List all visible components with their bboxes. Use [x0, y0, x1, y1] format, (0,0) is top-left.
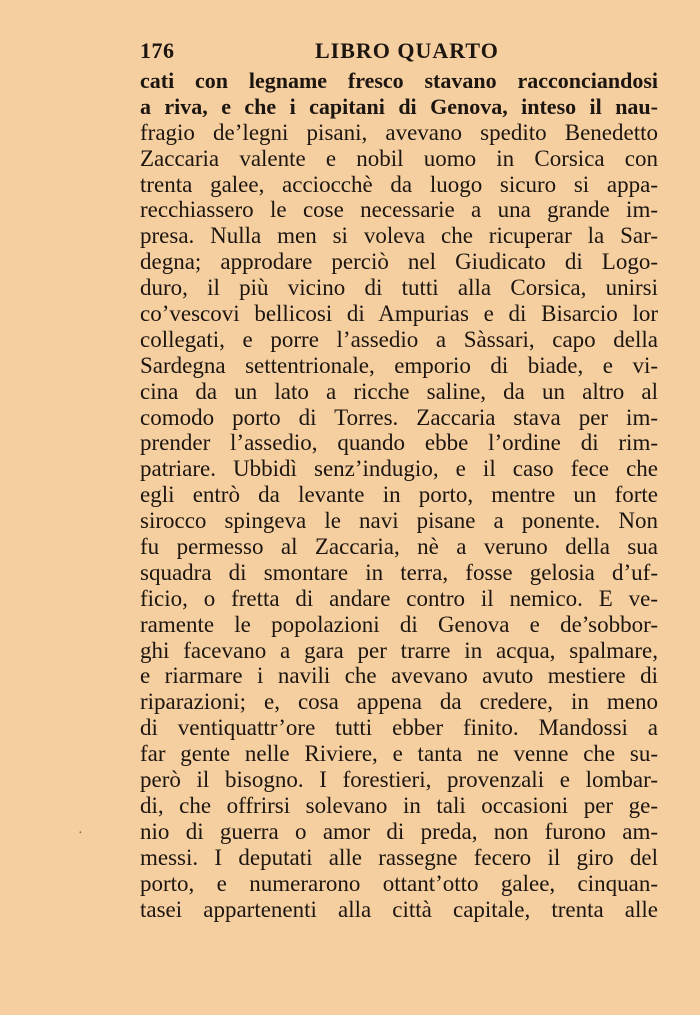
text-line: fragio de’legni pisani, avevano spedito Benedetto: [140, 119, 658, 145]
text-line: cina da un lato a ricche saline, da un altro al: [140, 378, 658, 404]
text-line: Sardegna settentrionale, emporio di biade, e vi-: [140, 352, 658, 378]
text-line: sirocco spingeva le navi pisane a ponente. Non: [140, 508, 658, 534]
text-line: co’vescovi bellicosi di Ampurias e di Bisarcio lor: [140, 301, 658, 327]
text-line: presa. Nulla men si voleva che ricuperar la Sar-: [140, 223, 658, 249]
text-line: di, che offrirsi solevano in tali occasioni per ge-: [140, 792, 658, 818]
text-line: collegati, e porre l’assedio a Sàssari, capo della: [140, 326, 658, 352]
margin-mark: ·: [78, 826, 83, 841]
text-line: prender l’assedio, quando ebbe l’ordine di rim-: [140, 430, 658, 456]
text-line: egli entrò da levante in porto, mentre un forte: [140, 482, 658, 508]
body-text: [140, 68, 658, 922]
text-line: però il bisogno. I forestieri, provenzali e lombar-: [140, 767, 658, 793]
text-line: e riarmare i navili che avevano avuto mestiere di: [140, 663, 658, 689]
text-line: a riva, e che i capitani di Genova, inteso il nau-: [140, 93, 658, 119]
text-line: tasei appartenenti alla città capitale, trenta alle: [140, 896, 658, 922]
page-number: 176: [140, 38, 175, 63]
text-line: duro, il più vicino di tutti alla Corsica, unirsi: [140, 275, 658, 301]
text-line: comodo porto di Torres. Zaccaria stava per im-: [140, 404, 658, 430]
text-line: di ventiquattr’ore tutti ebber finito. Mandossi a: [140, 715, 658, 741]
running-head: LIBRO QUARTO: [315, 38, 499, 63]
text-line: porto, e numerarono ottant’otto galee, cinquan-: [140, 870, 658, 896]
text-line: trenta galee, acciocchè da luogo sicuro si appa-: [140, 171, 658, 197]
text-line: ghi facevano a gara per trarre in acqua, spalmare,: [140, 637, 658, 663]
text-line: ficio, o fretta di andare contro il nemico. E ve-: [140, 585, 658, 611]
text-line: fu permesso al Zaccaria, nè a veruno della sua: [140, 534, 658, 560]
text-line: far gente nelle Riviere, e tanta ne venne che su-: [140, 741, 658, 767]
text-line: recchiassero le cose necessarie a una grande im-: [140, 197, 658, 223]
text-line: squadra di smontare in terra, fosse gelosia d’uf-: [140, 559, 658, 585]
text-line: ramente le popolazioni di Genova e de’sobbor-: [140, 611, 658, 637]
text-line: nio di guerra o amor di preda, non furono am-: [140, 818, 658, 844]
text-line: messi. I deputati alle rassegne fecero il giro del: [140, 844, 658, 870]
text-line: degna; approdare perciò nel Giudicato di Logo-: [140, 249, 658, 275]
text-line: riparazioni; e, cosa appena da credere, in meno: [140, 689, 658, 715]
text-line: patriare. Ubbidì senz’indugio, e il caso fece che: [140, 456, 658, 482]
page-header: [140, 38, 660, 68]
text-line: cati con legname fresco stavano racconciandosi: [140, 68, 658, 93]
text-line: Zaccaria valente e nobil uomo in Corsica con: [140, 145, 658, 171]
